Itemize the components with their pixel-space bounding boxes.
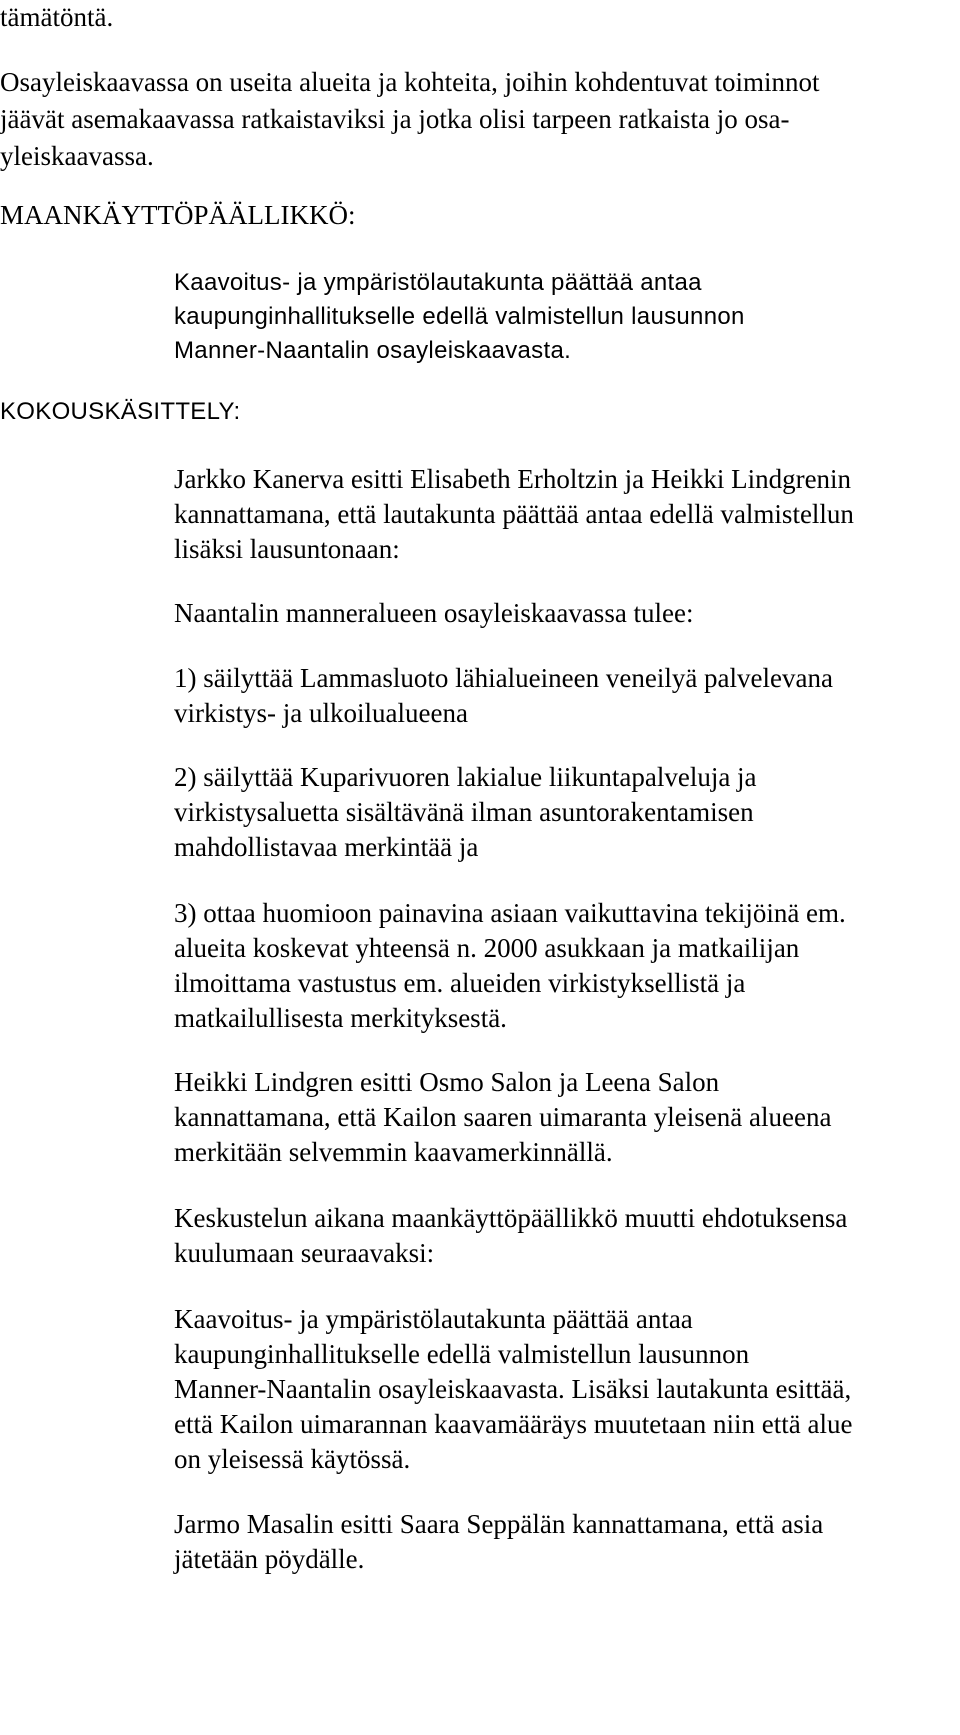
intro-paragraph-line: yleiskaavassa.	[0, 141, 154, 171]
list-item-line: virkistys- ja ulkoilualueena	[174, 698, 468, 728]
intro-paragraph-line: jäävät asemakaavassa ratkaistaviksi ja jotka olisi tarpeen ratkaista jo osa-	[0, 104, 790, 134]
statement-intro: Naantalin manneralueen osayleiskaavassa tulee:	[174, 598, 694, 628]
revised-proposal-line: Manner-Naantalin osayleiskaavasta. Lisäksi lautakunta esittää,	[174, 1374, 852, 1404]
list-item-line: ilmoittama vastustus em. alueiden virkistyksellistä ja	[174, 968, 746, 998]
proposal-line: kaupunginhallitukselle edellä valmistellun lausunnon	[174, 303, 745, 330]
intro-fragment-line: tämätöntä.	[0, 2, 114, 32]
revised-proposal-line: Kaavoitus- ja ympäristölautakunta päättää antaa	[174, 1304, 693, 1334]
motion-line: lisäksi lausuntonaan:	[174, 534, 400, 564]
intro-paragraph-line: Osayleiskaavassa on useita alueita ja kohteita, joihin kohdentuvat toiminnot	[0, 67, 820, 97]
list-item-line: 1) säilyttää Lammasluoto lähialueineen veneilyä palvelevana	[174, 663, 833, 693]
proposal-line: Kaavoitus- ja ympäristölautakunta päättää antaa	[174, 269, 702, 296]
list-item-line: alueita koskevat yhteensä n. 2000 asukkaan ja matkailijan	[174, 933, 800, 963]
proposal-line: Manner-Naantalin osayleiskaavasta.	[174, 337, 572, 364]
motion-line: Jarmo Masalin esitti Saara Seppälän kannattamana, että asia	[174, 1509, 824, 1539]
motion-line: jätetään pöydälle.	[174, 1544, 365, 1574]
motion-line: Jarkko Kanerva esitti Elisabeth Erholtzin ja Heikki Lindgrenin	[174, 464, 852, 494]
discussion-line: Keskustelun aikana maankäyttöpäällikkö muutti ehdotuksensa	[174, 1203, 848, 1233]
list-item-line: matkailullisesta merkityksestä.	[174, 1003, 507, 1033]
list-item-line: mahdollistavaa merkintää ja	[174, 832, 479, 862]
motion-line: merkitään selvemmin kaavamerkinnällä.	[174, 1137, 613, 1167]
section-heading-kokouskasittely: KOKOUSKÄSITTELY:	[0, 398, 241, 425]
list-item-line: virkistysaluetta sisältävänä ilman asuntorakentamisen	[174, 797, 754, 827]
list-item-line: 2) säilyttää Kuparivuoren lakialue liikuntapalveluja ja	[174, 762, 757, 792]
motion-line: kannattamana, että lautakunta päättää antaa edellä valmistellun	[174, 499, 854, 529]
discussion-line: kuulumaan seuraavaksi:	[174, 1238, 435, 1268]
motion-line: Heikki Lindgren esitti Osmo Salon ja Leena Salon	[174, 1067, 720, 1097]
revised-proposal-line: että Kailon uimarannan kaavamääräys muutetaan niin että alue	[174, 1409, 853, 1439]
revised-proposal-line: kaupunginhallitukselle edellä valmistellun lausunnon	[174, 1339, 750, 1369]
list-item-line: 3) ottaa huomioon painavina asiaan vaikuttavina tekijöinä em.	[174, 898, 846, 928]
motion-line: kannattamana, että Kailon saaren uimaranta yleisenä alueena	[174, 1102, 832, 1132]
section-heading-maankayttopaallikko: MAANKÄYTTÖPÄÄLLIKKÖ:	[0, 200, 356, 230]
revised-proposal-line: on yleisessä käytössä.	[174, 1444, 411, 1474]
